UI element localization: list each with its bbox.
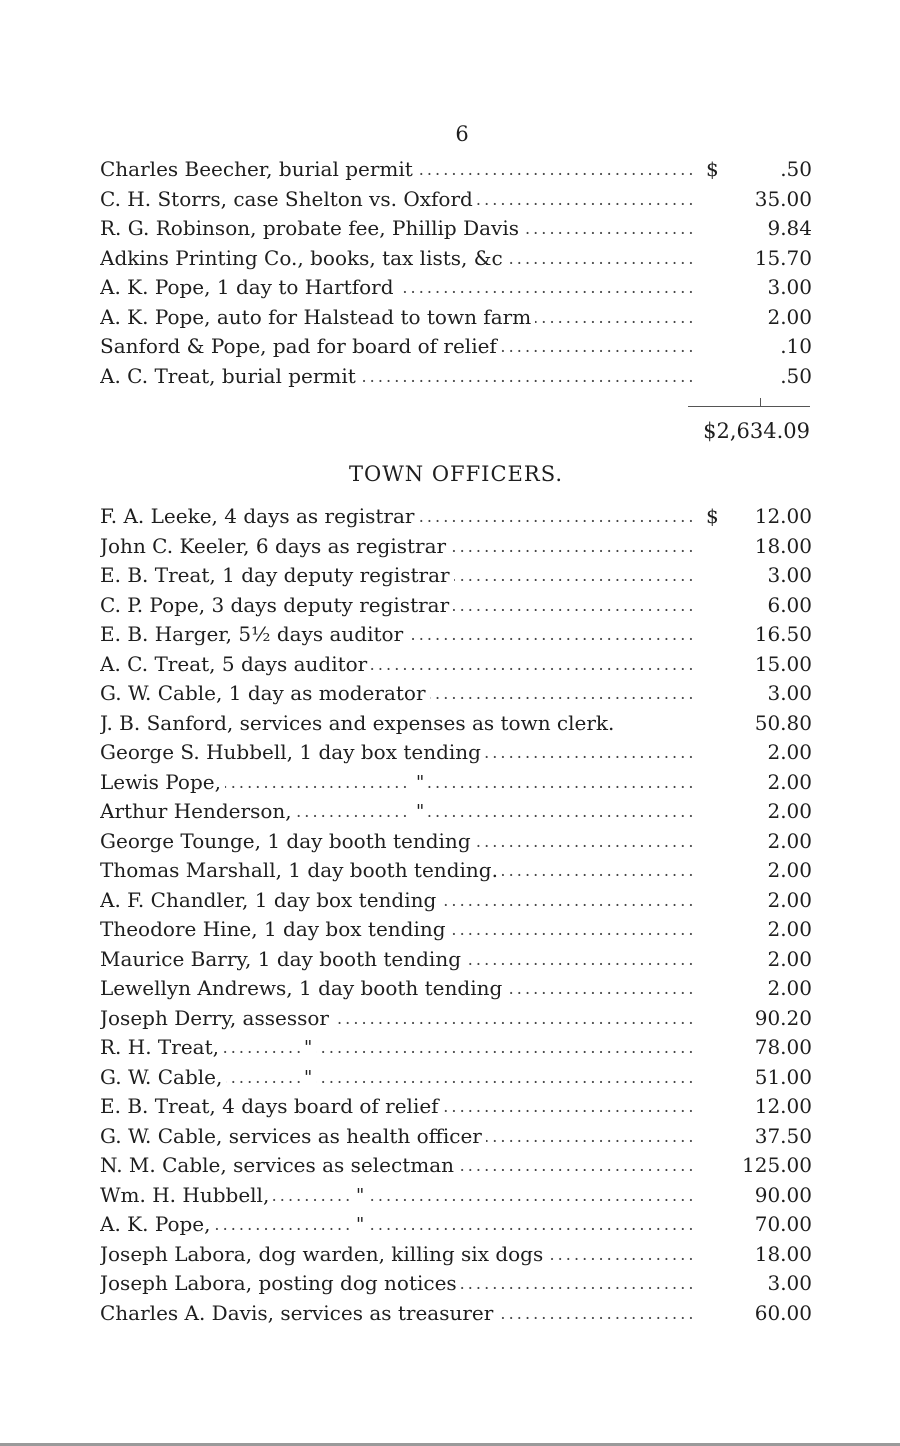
ditto-mark: " (352, 1210, 368, 1240)
ledger-row-description (100, 591, 692, 621)
ledger-row-text: Joseph Derry, assessor (100, 1006, 333, 1030)
ledger-row (100, 945, 812, 975)
ledger-row-amount: 51.00 (754, 1064, 812, 1089)
ledger-row-amount: 15.70 (754, 245, 812, 270)
ledger-row-text: Joseph Labora, posting dog notices (100, 1271, 461, 1295)
ledger-row-description (100, 886, 692, 916)
ledger-row-amount: 3.00 (767, 1271, 812, 1295)
ledger-row-description (100, 620, 692, 650)
ditto-mark: " (412, 768, 428, 798)
ledger-row-text: Sanford & Pope, pad for board of relief (100, 334, 501, 358)
ledger-row-amount: 90.00 (754, 1182, 812, 1207)
ledger-row-amount: 2.00 (767, 828, 812, 853)
ledger-row (100, 1063, 812, 1093)
ledger-row-text: Lewis Pope, (100, 770, 225, 794)
ledger-row-amount: .50 (780, 157, 812, 181)
ledger-row (100, 185, 812, 215)
ledger-row-description (100, 303, 692, 333)
ledger-row-text: George S. Hubbell, 1 day box tending (100, 740, 485, 764)
ledger-row-text: Adkins Printing Co., books, tax lists, &c (100, 246, 507, 270)
ledger-row-text: E. B. Harger, 5½ days auditor (100, 622, 407, 646)
ledger-row-text: E. B. Treat, 1 day deputy registrar (100, 563, 454, 587)
ledger-row-text: Charles A. Davis, services as treasurer (100, 1301, 497, 1325)
ledger-row-description (100, 214, 692, 244)
ledger-row-description (100, 827, 692, 857)
ledger-row (100, 273, 812, 303)
expense-list (100, 155, 812, 391)
ledger-row (100, 561, 812, 591)
ledger-row (100, 214, 812, 244)
ledger-row (100, 591, 812, 621)
ledger-row-amount: 2.00 (767, 887, 812, 912)
ledger-row (100, 856, 812, 886)
ledger-row-description (100, 502, 692, 532)
ledger-row-description (100, 273, 692, 303)
ledger-row-amount: 70.00 (754, 1212, 812, 1236)
ledger-row-description (100, 1269, 692, 1299)
ledger-row-amount: 2.00 (767, 799, 812, 823)
ledger-row-text: Joseph Labora, dog warden, killing six dogs (100, 1242, 547, 1266)
ledger-row-description (100, 561, 692, 591)
ledger-row-amount: 3.00 (767, 681, 812, 705)
town-officers-list (100, 502, 812, 1328)
ledger-row-text: E. B. Treat, 4 days board of relief (100, 1094, 443, 1118)
ledger-row-text: F. A. Leeke, 4 days as registrar (100, 504, 418, 528)
ledger-row-amount: 35.00 (754, 186, 812, 211)
total-rule (688, 406, 810, 407)
page-number: 6 (455, 122, 469, 146)
ledger-row-text: Theodore Hine, 1 day box tending (100, 917, 450, 941)
ditto-mark: " (300, 1033, 316, 1063)
ledger-row-text: C. P. Pope, 3 days deputy registrar (100, 593, 453, 617)
expenses-total: $2,634.09 (703, 419, 810, 443)
ledger-row-amount: 2.00 (767, 917, 812, 941)
ledger-row (100, 1181, 812, 1211)
ledger-row-description (100, 1181, 692, 1211)
ledger-row-description (100, 1063, 692, 1093)
ledger-row-text: John C. Keeler, 6 days as registrar (100, 534, 450, 558)
ledger-row-amount: 90.20 (754, 1005, 812, 1030)
ledger-row (100, 332, 812, 362)
ledger-row (100, 650, 812, 680)
ledger-row-description (100, 1151, 692, 1181)
ditto-mark: " (300, 1063, 316, 1093)
dollar-sign: $ (706, 157, 719, 181)
ledger-row (100, 532, 812, 562)
ledger-row (100, 679, 812, 709)
ledger-row-description (100, 1240, 692, 1270)
ledger-row (100, 709, 812, 739)
ledger-row-text: A. K. Pope, 1 day to Hartford (100, 275, 398, 299)
ledger-row-description (100, 1122, 692, 1152)
ledger-row-text: R. G. Robinson, probate fee, Phillip Davis (100, 216, 523, 240)
ledger-row (100, 362, 812, 392)
ledger-row (100, 827, 812, 857)
ledger-row-text: A. C. Treat, 5 days auditor (100, 652, 371, 676)
ledger-row-amount: 12.00 (754, 504, 812, 528)
ledger-row-text: R. H. Treat, (100, 1035, 223, 1059)
ledger-row-amount: 18.00 (754, 533, 812, 558)
ledger-row-description (100, 797, 692, 827)
ledger-row-amount: 2.00 (767, 304, 812, 329)
ledger-row-description (100, 185, 692, 215)
ledger-row (100, 620, 812, 650)
ledger-row-text: N. M. Cable, services as selectman (100, 1153, 458, 1177)
ledger-row-text: Maurice Barry, 1 day booth tending (100, 947, 465, 971)
ledger-row-amount: 37.50 (754, 1123, 812, 1148)
ledger-row-text: A. C. Treat, burial permit (100, 364, 360, 388)
ledger-row-amount: .10 (780, 334, 812, 358)
total-rule-tick (760, 398, 761, 407)
ledger-row-description (100, 332, 692, 362)
section-title: TOWN OFFICERS. (348, 462, 564, 486)
ledger-row-description (100, 1092, 692, 1122)
ledger-row (100, 244, 812, 274)
ledger-row (100, 502, 812, 532)
ledger-row (100, 797, 812, 827)
ledger-row (100, 768, 812, 798)
ledger-row (100, 1122, 812, 1152)
ditto-mark: " (352, 1181, 368, 1211)
ledger-row-description (100, 1210, 692, 1240)
ledger-row-text: A. K. Pope, auto for Halstead to town farm (100, 305, 535, 329)
ledger-row-description (100, 915, 692, 945)
ledger-row-text: Arthur Henderson, (100, 799, 296, 823)
ledger-row (100, 155, 812, 185)
ledger-row-description (100, 155, 692, 185)
ledger-row-amount: 2.00 (767, 946, 812, 971)
ledger-row-amount: 15.00 (754, 651, 812, 676)
ledger-row-amount: 2.00 (767, 740, 812, 764)
ledger-row-description (100, 1299, 692, 1329)
ledger-row (100, 974, 812, 1004)
ledger-row-text: G. W. Cable, 1 day as moderator (100, 681, 430, 705)
ledger-row-amount: .50 (780, 363, 812, 388)
ledger-row-description (100, 768, 692, 798)
ledger-row (100, 1269, 812, 1299)
ledger-row-amount: 18.00 (754, 1241, 812, 1266)
ledger-row-amount: 12.00 (754, 1094, 812, 1118)
ledger-row-description (100, 709, 692, 739)
ledger-row-amount: 78.00 (754, 1035, 812, 1059)
ledger-row-description (100, 1004, 692, 1034)
ledger-row (100, 886, 812, 916)
ledger-row-description (100, 532, 692, 562)
ledger-row (100, 1151, 812, 1181)
ledger-row-amount: 2.00 (767, 858, 812, 882)
ledger-row (100, 738, 812, 768)
ledger-row (100, 1033, 812, 1063)
ledger-row-text: Lewellyn Andrews, 1 day booth tending (100, 976, 506, 1000)
ledger-row-text: Wm. H. Hubbell, (100, 1183, 273, 1207)
ledger-row-text: J. B. Sanford, services and expenses as town clerk. (100, 711, 618, 735)
ledger-row-amount: 50.80 (754, 710, 812, 735)
ledger-row-amount: 60.00 (754, 1300, 812, 1325)
ledger-row-description (100, 362, 692, 392)
ledger-row-description (100, 974, 692, 1004)
ledger-row-amount: 125.00 (742, 1153, 812, 1177)
ledger-row-text: G. W. Cable, services as health officer (100, 1124, 486, 1148)
ledger-row-description (100, 856, 692, 886)
ledger-row (100, 1299, 812, 1329)
ledger-row-amount: 3.00 (767, 563, 812, 587)
ledger-row (100, 1210, 812, 1240)
ledger-row-description (100, 679, 692, 709)
ledger-row-text: C. H. Storrs, case Shelton vs. Oxford (100, 187, 477, 211)
ledger-row-description (100, 244, 692, 274)
ledger-row (100, 1240, 812, 1270)
ledger-row-text: G. W. Cable, (100, 1065, 226, 1089)
ledger-row-description (100, 650, 692, 680)
ledger-row-text: George Tounge, 1 day booth tending (100, 829, 475, 853)
ledger-row-text: Charles Beecher, burial permit (100, 157, 417, 181)
ledger-row-description (100, 738, 692, 768)
ledger-row-amount: 2.00 (767, 976, 812, 1000)
ledger-row-description (100, 1033, 692, 1063)
ledger-row-amount: 16.50 (754, 622, 812, 646)
ledger-row-amount: 9.84 (767, 216, 812, 240)
ledger-row (100, 1092, 812, 1122)
ledger-row-description (100, 945, 692, 975)
ledger-row-amount: 3.00 (767, 275, 812, 299)
ditto-mark: " (412, 797, 428, 827)
ledger-row-text: Thomas Marshall, 1 day booth tending. (100, 858, 502, 882)
ledger-row-text: A. K. Pope, (100, 1212, 215, 1236)
dollar-sign: $ (706, 504, 719, 528)
ledger-row (100, 1004, 812, 1034)
ledger-row-amount: 2.00 (767, 769, 812, 794)
ledger-row (100, 303, 812, 333)
ledger-row-text: A. F. Chandler, 1 day box tending (100, 888, 440, 912)
ledger-row (100, 915, 812, 945)
ledger-row-amount: 6.00 (767, 592, 812, 617)
